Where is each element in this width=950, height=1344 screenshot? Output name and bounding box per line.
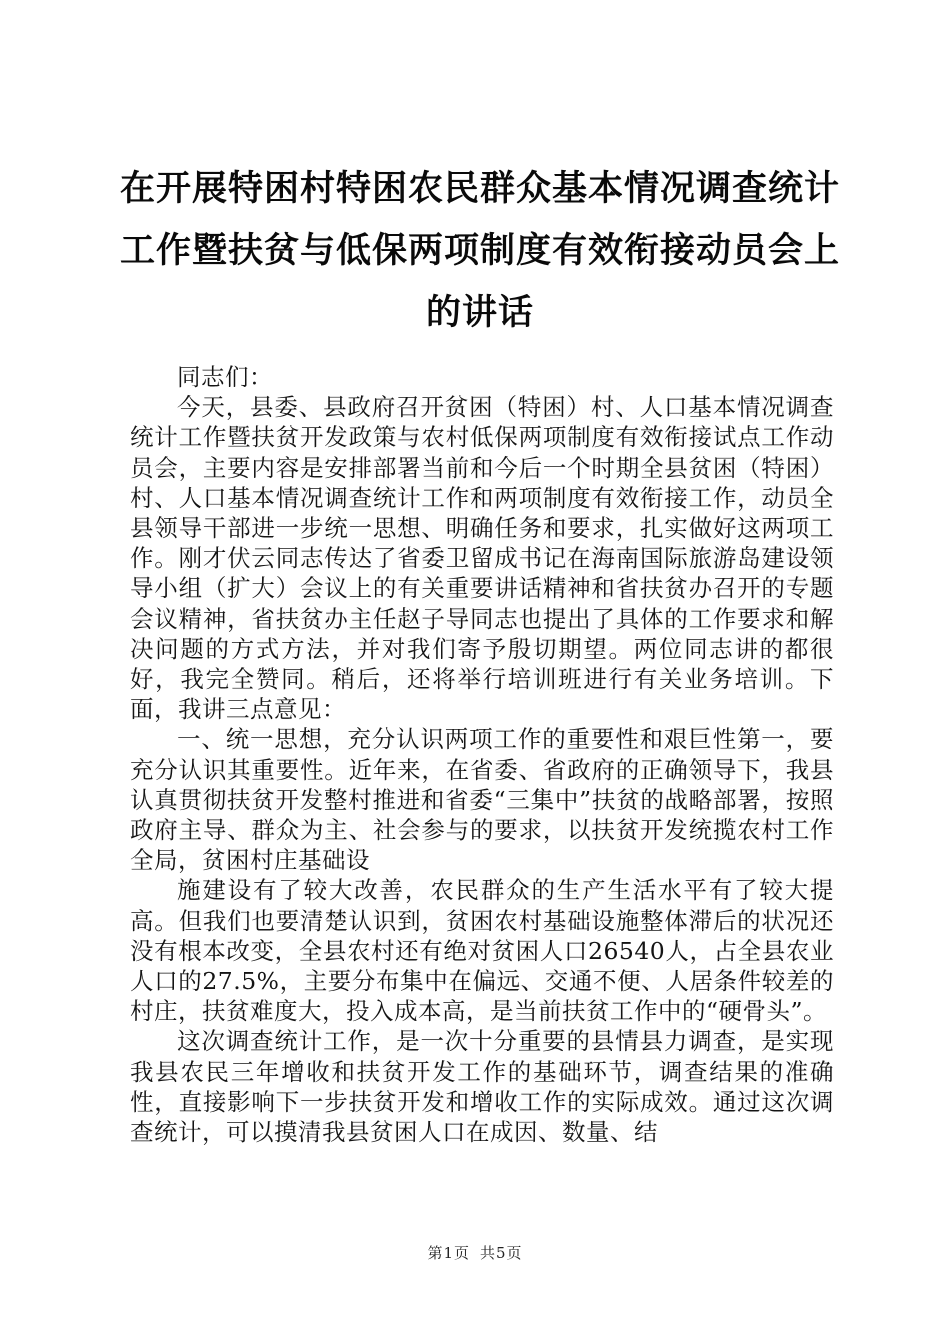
body-paragraph: 一、统一思想，充分认识两项工作的重要性和艰巨性第一，要充分认识其重要性。近年来，在省委、省政府的正确领导下，我县认真贯彻扶贫开发整村推进和省委“三集中”扶贫的战略部署，按照政府主导、群众为主、社会参与的要求，以扶贫开发统揽农村工作全局，贫困村庄基础设 (130, 725, 834, 875)
page-footer (0, 1242, 950, 1263)
body-paragraph: 施建设有了较大改善，农民群众的生产生活水平有了较大提高。但我们也要清楚认识到，贫困农村基础设施整体滞后的状况还没有根本改变，全县农村还有绝对贫困人口26540人，占全县农业人口的27.5%，主要分布集中在偏远、交通不便、人居条件较差的村庄，扶贫难度大，投入成本高，是当前扶贫工作中的“硬骨头”。 (130, 876, 834, 1026)
document-body (130, 362, 834, 1147)
body-paragraph: 今天，县委、县政府召开贫困（特困）村、人口基本情况调查统计工作暨扶贫开发政策与农村低保两项制度有效衔接试点工作动员会，主要内容是安排部署当前和今后一个时期全县贫困（特困）村、人口基本情况调查统计工作和两项制度有效衔接工作，动员全县领导干部进一步统一思想、明确任务和要求，扎实做好这两项工作。刚才伏云同志传达了省委卫留成书记在海南国际旅游岛建设领导小组（扩大）会议上的有关重要讲话精神和省扶贫办召开的专题会议精神，省扶贫办主任赵子导同志也提出了具体的工作要求和解决问题的方式方法，并对我们寄予殷切期望。两位同志讲的都很好，我完全赞同。稍后，还将举行培训班进行有关业务培训。下面，我讲三点意见： (130, 393, 834, 724)
document-title (120, 158, 840, 344)
title-line-3: 的讲话 (425, 293, 534, 333)
page-total: 共5页 (480, 1244, 523, 1262)
title-line-1: 在开展特困村特困农民群众基本情况调查统计 (120, 169, 841, 209)
salutation-paragraph: 同志们： (177, 363, 273, 391)
body-paragraph: 这次调查统计工作，是一次十分重要的县情县力调查，是实现我县农民三年增收和扶贫开发工作的基础环节，调查结果的准确性，直接影响下一步扶贫开发和增收工作的实际成效。通过这次调查统计，可以摸清我县贫困人口在成因、数量、结 (130, 1027, 834, 1147)
title-line-2: 工作暨扶贫与低保两项制度有效衔接动员会上 (120, 231, 841, 271)
page-number: 第1页 (427, 1244, 470, 1262)
